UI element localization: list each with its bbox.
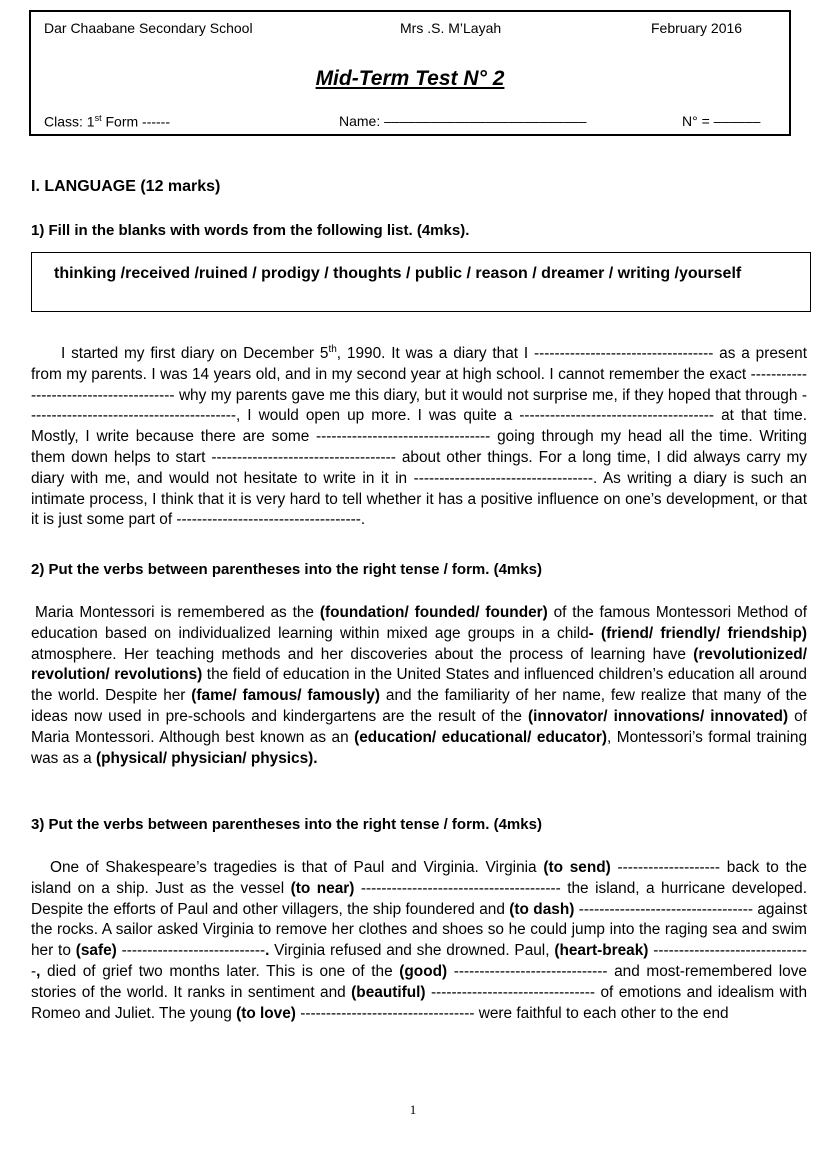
q3-text: ----------------------------: [116, 942, 266, 960]
q3-punct: .: [265, 942, 270, 960]
q2-title: 2) Put the verbs between parentheses into the right tense / form. (4mks): [31, 561, 542, 578]
q1-text-sup: th: [328, 343, 337, 355]
q2-option: (foundation/ founded/ founder): [319, 604, 548, 621]
q3-text: died of grief two months later. This is one of the: [40, 962, 400, 980]
q2-text: the field of education in the United States and influenced children’s education all around the world. Despite her: [31, 666, 807, 705]
q2-text: and the familiarity of her name, few realize that many of the ideas now used in pre-schools and kindergartens are the result of the: [31, 687, 807, 725]
class-field: [44, 113, 170, 130]
q3-punct: ,: [36, 962, 41, 980]
q2-option: - (friend/ friendly/ friendship): [588, 624, 807, 642]
section-title: I. LANGUAGE (12 marks): [31, 178, 221, 195]
q3-verb: (good): [399, 962, 448, 980]
word-list-box: [31, 252, 811, 312]
class-sup: st: [94, 113, 102, 123]
q3-text: ---------------------------------- were faithful to each other to the end: [295, 1004, 729, 1022]
q3-verb: (to send): [543, 859, 611, 876]
q3-verb: (to near): [290, 879, 355, 897]
q3-title: 3) Put the verbs between parentheses into the right tense / form. (4mks): [31, 816, 542, 833]
q2-paragraph: [31, 603, 807, 769]
name-field: Name: ––––––––––––––––––––––––––: [339, 113, 587, 129]
q3-text: One of Shakespeare’s tragedies is that of Paul and Virginia. Virginia: [50, 859, 544, 876]
school-name: Dar Chaabane Secondary School: [44, 20, 253, 36]
header-box: [29, 10, 791, 136]
q2-text: , Montessori’s formal training was as a: [31, 728, 808, 767]
class-rest: Form ------: [101, 113, 171, 130]
test-date: February 2016: [651, 20, 743, 36]
page-number: 1: [409, 1102, 417, 1117]
q1-paragraph: [31, 344, 807, 531]
q3-verb: (to dash): [509, 900, 575, 918]
q2-option: (revolutionized/ revolution/ revolutions): [31, 645, 807, 684]
q3-text: -------------------- back to the island on a ship. Just as the vessel: [31, 859, 807, 897]
test-title: Mid-Term Test N° 2: [315, 67, 505, 90]
q2-option: (fame/ famous/ famously): [191, 687, 381, 705]
q2-text: of the famous Montessori Method of education based on individualized learning within mixed age groups in a child: [31, 604, 807, 642]
q3-verb: (beautiful): [351, 983, 426, 1001]
teacher-name: Mrs .S. M’Layah: [400, 20, 502, 36]
q3-text: ------------------------------ and most-remembered love stories of the world. It ranks in sentiment and: [31, 962, 807, 1001]
q2-text: Maria Montessori is remembered as the: [35, 604, 320, 621]
q3-text: --------------------------------------- the island, a hurricane developed. Despite the efforts of Paul and other villagers, the ship foundered and: [31, 879, 807, 918]
q3-text: -------------------------------: [31, 942, 807, 980]
q2-text: of Maria Montessori. Although best known as an: [31, 707, 807, 746]
q1-text-rest: , 1990. It was a diary that I ----------------------------------- as a present from my parents. I was 14 years old, and in my second year at high school. I cannot remember the exact --------------------------------------- why my parents gave me this diary, but it would not surprise me, if they hoped that through -----------------------------------------, I would open up more. I was quite a -------------------------------------- at that time. Mostly, I write because there are some ---------------------------------- going through my head all the time. Writing them down helps to start ------------------------------------ about other things. For a long time, I did always carry my diary with me, and would not hesitate to write in it in -----------------------------------. As writing a diary is such an intimate process, I think that it is very hard to tell whether it has a positive influence on one’s development, or that it is just some part of ------------------------------------.: [31, 345, 807, 529]
q3-paragraph: [31, 858, 807, 1024]
q2-option: (physical/ physician/ physics).: [96, 749, 318, 767]
q1-title: 1) Fill in the blanks with words from the following list. (4mks).: [31, 222, 470, 239]
word-list: thinking /received /ruined / prodigy / thoughts / public / reason / dreamer / writing /yourself: [54, 265, 742, 282]
number-field: N° = ––––––: [682, 113, 761, 129]
q3-text: -------------------------------- of emotions and idealism with Romeo and Juliet. The young: [31, 983, 808, 1022]
q3-verb: (safe): [75, 942, 117, 960]
q3-verb: (heart-break): [554, 942, 649, 960]
q3-text: Virginia refused and she drowned. Paul,: [269, 942, 555, 960]
class-label: Class: 1: [44, 113, 95, 130]
q2-option: (education/ educational/ educator): [354, 728, 608, 746]
q2-text: atmosphere. Her teaching methods and her discoveries about the process of learning have: [31, 645, 694, 663]
q2-option: (innovator/ innovations/ innovated): [528, 707, 789, 725]
q3-text: ---------------------------------- against the rocks. A sailor asked Virginia to remove her clothes and shoes so he could jump into the raging sea and swim her to: [31, 900, 807, 960]
q1-text-start: I started my first diary on December 5: [61, 345, 329, 362]
q3-verb: (to love): [236, 1004, 296, 1022]
